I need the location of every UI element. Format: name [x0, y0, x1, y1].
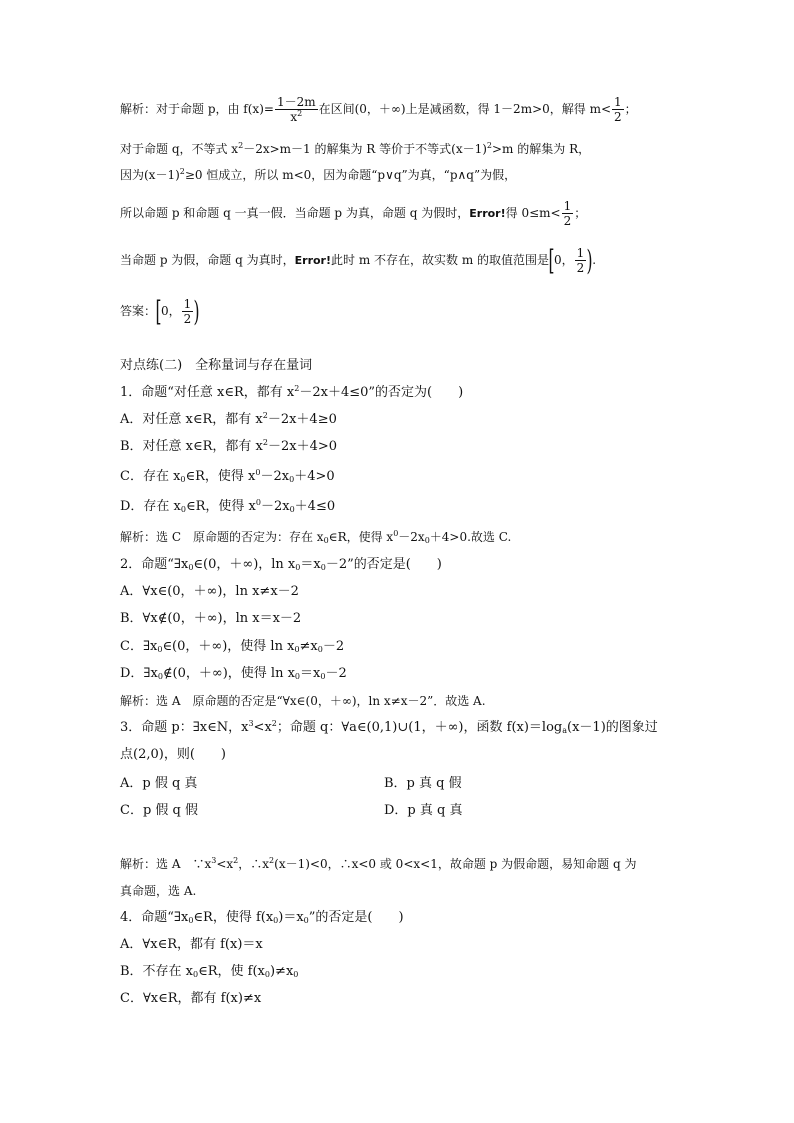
fraction: $\frac{1}{2}$: [614, 95, 622, 124]
solution-line-4: 所以命题 p 和命题 q 一真一假．当命题 p 为真，命题 q 为假时，Error!得 0≤m< $\frac{1}{2}$ ；: [120, 199, 587, 228]
question-4-stem: 4．命题“$\exists x_0\in R$，使得 $f(x_0)=x_0$”的否定是( ): [120, 910, 404, 925]
right-paren: ): [586, 243, 593, 277]
question-3-option-c: C．p 假 q 假: [120, 803, 198, 818]
solution-line-3: 因为$(x-1)^2\ge 0$ 恒成立，所以 m<0，因为命题“p∨q”为真，“p∧q”为假，: [120, 167, 517, 182]
left-bracket: [: [548, 243, 555, 277]
question-2-option-c: C．$\exists x_0\in(0$，＋∞)，使得 $\ln x_0\ne x_0-2$: [120, 639, 345, 654]
question-3-stem-line-2: 点(2,0)，则( ): [120, 747, 226, 762]
section-heading: 对点练(二) 全称量词与存在量词: [120, 358, 313, 373]
question-3-stem-line-1: 3．命题 p：∃x∈N，$x^3<x^2$；命题 q：∀a∈(0,1)∪(1，＋∞)，函数 $f(x)=\log_a(x-1)$的图象过: [120, 719, 658, 735]
right-paren: ): [193, 294, 200, 328]
question-2-option-b: B．∀x∉(0，＋∞)，ln x＝x－2: [120, 611, 302, 626]
question-1-option-d: D．存在 $x_0\in R$，使得 $x^0-2x_0+4\le 0$: [120, 498, 336, 514]
question-3-option-a: A．p 假 q 真: [120, 776, 198, 791]
question-1-option-b: B．对任意 x∈R，都有 $x^2-2x+4>0$: [120, 438, 338, 454]
left-bracket: [: [155, 294, 162, 328]
solution-line-2: 对于命题 q，不等式 $x^2-2x>m-1$ 的解集为 R 等价于不等式$(x-1)^2>m$ 的解集为 R，: [120, 141, 591, 156]
fraction: $\frac{1-2m}{x^2}$: [276, 95, 316, 124]
question-4-option-c: C．∀x∈R，都有 f(x)≠x: [120, 991, 262, 1006]
question-2-option-d: D．$\exists x_0\notin(0$，＋∞)，使得 $\ln x_0=x_0-2$: [120, 666, 347, 681]
solution-line-1: 解析：对于命题 p，由 f(x)= $\frac{1-2m}{x^2}$ 在区间(0，＋∞)上是减函数，得 1－2m>0，解得 m< $\frac{1}{2}$ ；: [120, 95, 637, 124]
question-2-solution: 解析：选 A 原命题的否定是“∀x∈(0，＋∞)，ln x≠x－2”．故选 A.: [120, 694, 486, 708]
question-2-stem: 2．命题“$\exists x_0\in(0$，＋∞)，$\ln x_0=x_0-2$”的否定是( ): [120, 557, 442, 572]
question-3-solution-line-1: 解析：选 A $\because x^3<x^2$，$\therefore x^2(x-1)<0$，∴x<0 或 0<x<1，故命题 p 为假命题，易知命题 q 为: [120, 856, 637, 871]
error-placeholder: Error!: [469, 207, 506, 220]
question-2-option-a: A．∀x∈(0，＋∞)，ln x≠x－2: [120, 584, 299, 599]
question-4-option-b: B．不存在 $x_0\in R$，使 $f(x_0)\ne x_0$: [120, 964, 299, 979]
question-1-stem: 1．命题“对任意 x∈R，都有 $x^2-2x+4\le 0$”的否定为( ): [120, 384, 464, 400]
fraction: $\frac{1}{2}$: [576, 246, 585, 275]
fraction: $\frac{1}{2}$: [183, 297, 192, 326]
question-3-option-d: D．p 真 q 真: [384, 803, 463, 818]
question-3-solution-line-2: 真命题，选 A.: [120, 884, 197, 898]
question-1-solution: 解析：选 C 原命题的否定为：存在 $x_0\in R$，使得 $x^0-2x_0+4>0$.故选 C.: [120, 529, 512, 545]
error-placeholder: Error!: [294, 254, 331, 267]
question-3-option-b: B．p 真 q 假: [384, 776, 462, 791]
answer-line: 答案：[0， $\frac{1}{2}$ ): [120, 294, 200, 328]
fraction: $\frac{1}{2}$: [563, 199, 572, 228]
solution-line-5: 当命题 p 为假，命题 q 为真时，Error!此时 m 不存在，故实数 m 的取值范围是[0， $\frac{1}{2}$ ).: [120, 243, 597, 277]
question-1-option-c: C．存在 $x_0\in R$，使得 $x^0-2x_0+4>0$: [120, 468, 335, 484]
question-1-option-a: A．对任意 x∈R，都有 $x^2-2x+4\ge 0$: [120, 411, 337, 427]
question-4-option-a: A．∀x∈R，都有 f(x)＝x: [120, 937, 263, 952]
